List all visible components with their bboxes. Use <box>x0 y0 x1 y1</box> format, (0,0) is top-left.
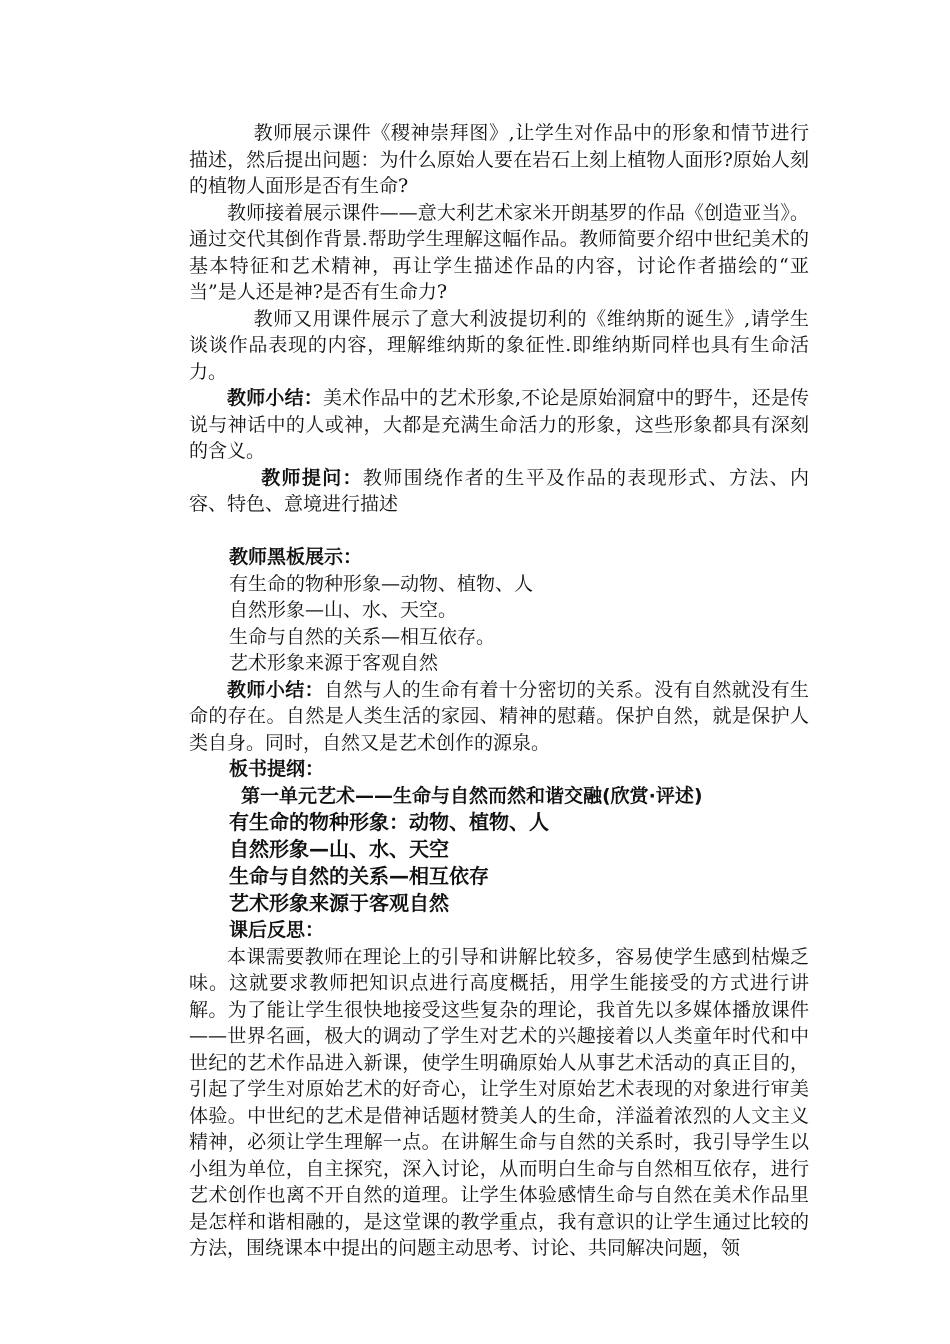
outline-title: 第一单元艺术——生命与自然而然和谐交融(欣赏·评述) <box>241 784 703 807</box>
outline-item: 艺术形象来源于客观自然 <box>229 891 449 915</box>
blackboard-item: 自然形象—山、水、天空。 <box>229 599 458 621</box>
reflection-heading: 课后反思： <box>229 919 325 941</box>
paragraph-teacher-summary-1 <box>189 385 809 465</box>
summary2-label: 教师小结： <box>227 678 325 701</box>
paragraph-teacher-question <box>189 465 809 518</box>
question-text: 教师围绕作者的生平及作品的表现形式、方法、内容、特色、意境进行描述 <box>189 466 809 515</box>
blackboard-item: 有生命的物种形象—动物、植物、人 <box>229 572 534 595</box>
paragraph-courseware-1: 教师展示课件《稷神崇拜图》,让学生对作品中的形象和情节进行描述，然后提出问题：为什么原始人要在岩石上刻上植物人面形?原始人刻的植物人面形是否有生命? <box>189 122 809 197</box>
summary-label: 教师小结： <box>227 387 323 409</box>
paragraph-teacher-summary-2 <box>189 677 809 757</box>
paragraph-reflection: 本课需要教师在理论上的引导和讲解比较多，容易使学生感到枯燥乏味。这就要求教师把知识点进行高度概括，用学生能接受的方式进行讲解。为了能让学生很快地接受这些复杂的理论，我首先以多媒体播放课件——世界名画，极大的调动了学生对艺术的兴趣接着以人类童年时代和中世纪的艺术作品进入新课，使学生明确原始人从事艺术活动的真正目的，引起了学生对原始艺术的好奇心，让学生对原始艺术表现的对象进行审美体验。中世纪的艺术是借神话题材赞美人的生命，洋溢着浓烈的人文主义精神，必须让学生理解一点。在讲解生命与自然的关系时，我引导学生以小组为单位，自主探究，深入讨论，从而明白生命与自然相互依存，进行艺术创作也离不开自然的道理。让学生体验感情生命与自然在美术作品里是怎样和谐相融的，是这堂课的教学重点，我有意识的让学生通过比较的方法，围绕课本中提出的问题主动思考、讨论、共同解决问题，领 <box>189 945 809 1259</box>
outline-item: 自然形象—山、水、天空 <box>229 837 449 861</box>
summary-text: 美术作品中的艺术形象,不论是原始洞窟中的野牛，还是传说与神话中的人或神，大都是充满生命活力的形象，这些形象都具有深刻的含义。 <box>189 387 809 462</box>
paragraph-courseware-2: 教师接着展示课件——意大利艺术家米开朗基罗的作品《创造亚当》。通过交代其倒作背景.帮助学生理解这幅作品。教师简要介绍中世纪美术的基本特征和艺术精神，再让学生描述作品的内容，讨论作者描绘的“亚当”是人还是神?是否有生命力? <box>189 201 809 303</box>
blackboard-item: 生命与自然的关系—相互依存。 <box>229 625 496 648</box>
summary2-text: 自然与人的生命有着十分密切的关系。没有自然就没有生命的存在。自然是人类生活的家园、精神的慰藉。保护自然，就是保护人类自身。同时，自然又是艺术创作的源泉。 <box>189 678 809 754</box>
paragraph-courseware-3: 教师又用课件展示了意大利波提切利的《维纳斯的诞生》,请学生谈谈作品表现的内容，理解维纳斯的象征性.即维纳斯同样也具有生命活力。 <box>189 307 809 383</box>
outline-item: 有生命的物种形象：动物、植物、人 <box>229 810 549 834</box>
question-label: 教师提问： <box>261 466 363 489</box>
outline-item: 生命与自然的关系—相互依存 <box>229 864 489 888</box>
blackboard-heading: 教师黑板展示： <box>229 546 363 568</box>
document-body <box>189 120 809 1262</box>
outline-heading: 板书提纲： <box>229 758 325 780</box>
blank-line <box>189 518 809 545</box>
blackboard-item: 艺术形象来源于客观自然 <box>229 652 439 674</box>
